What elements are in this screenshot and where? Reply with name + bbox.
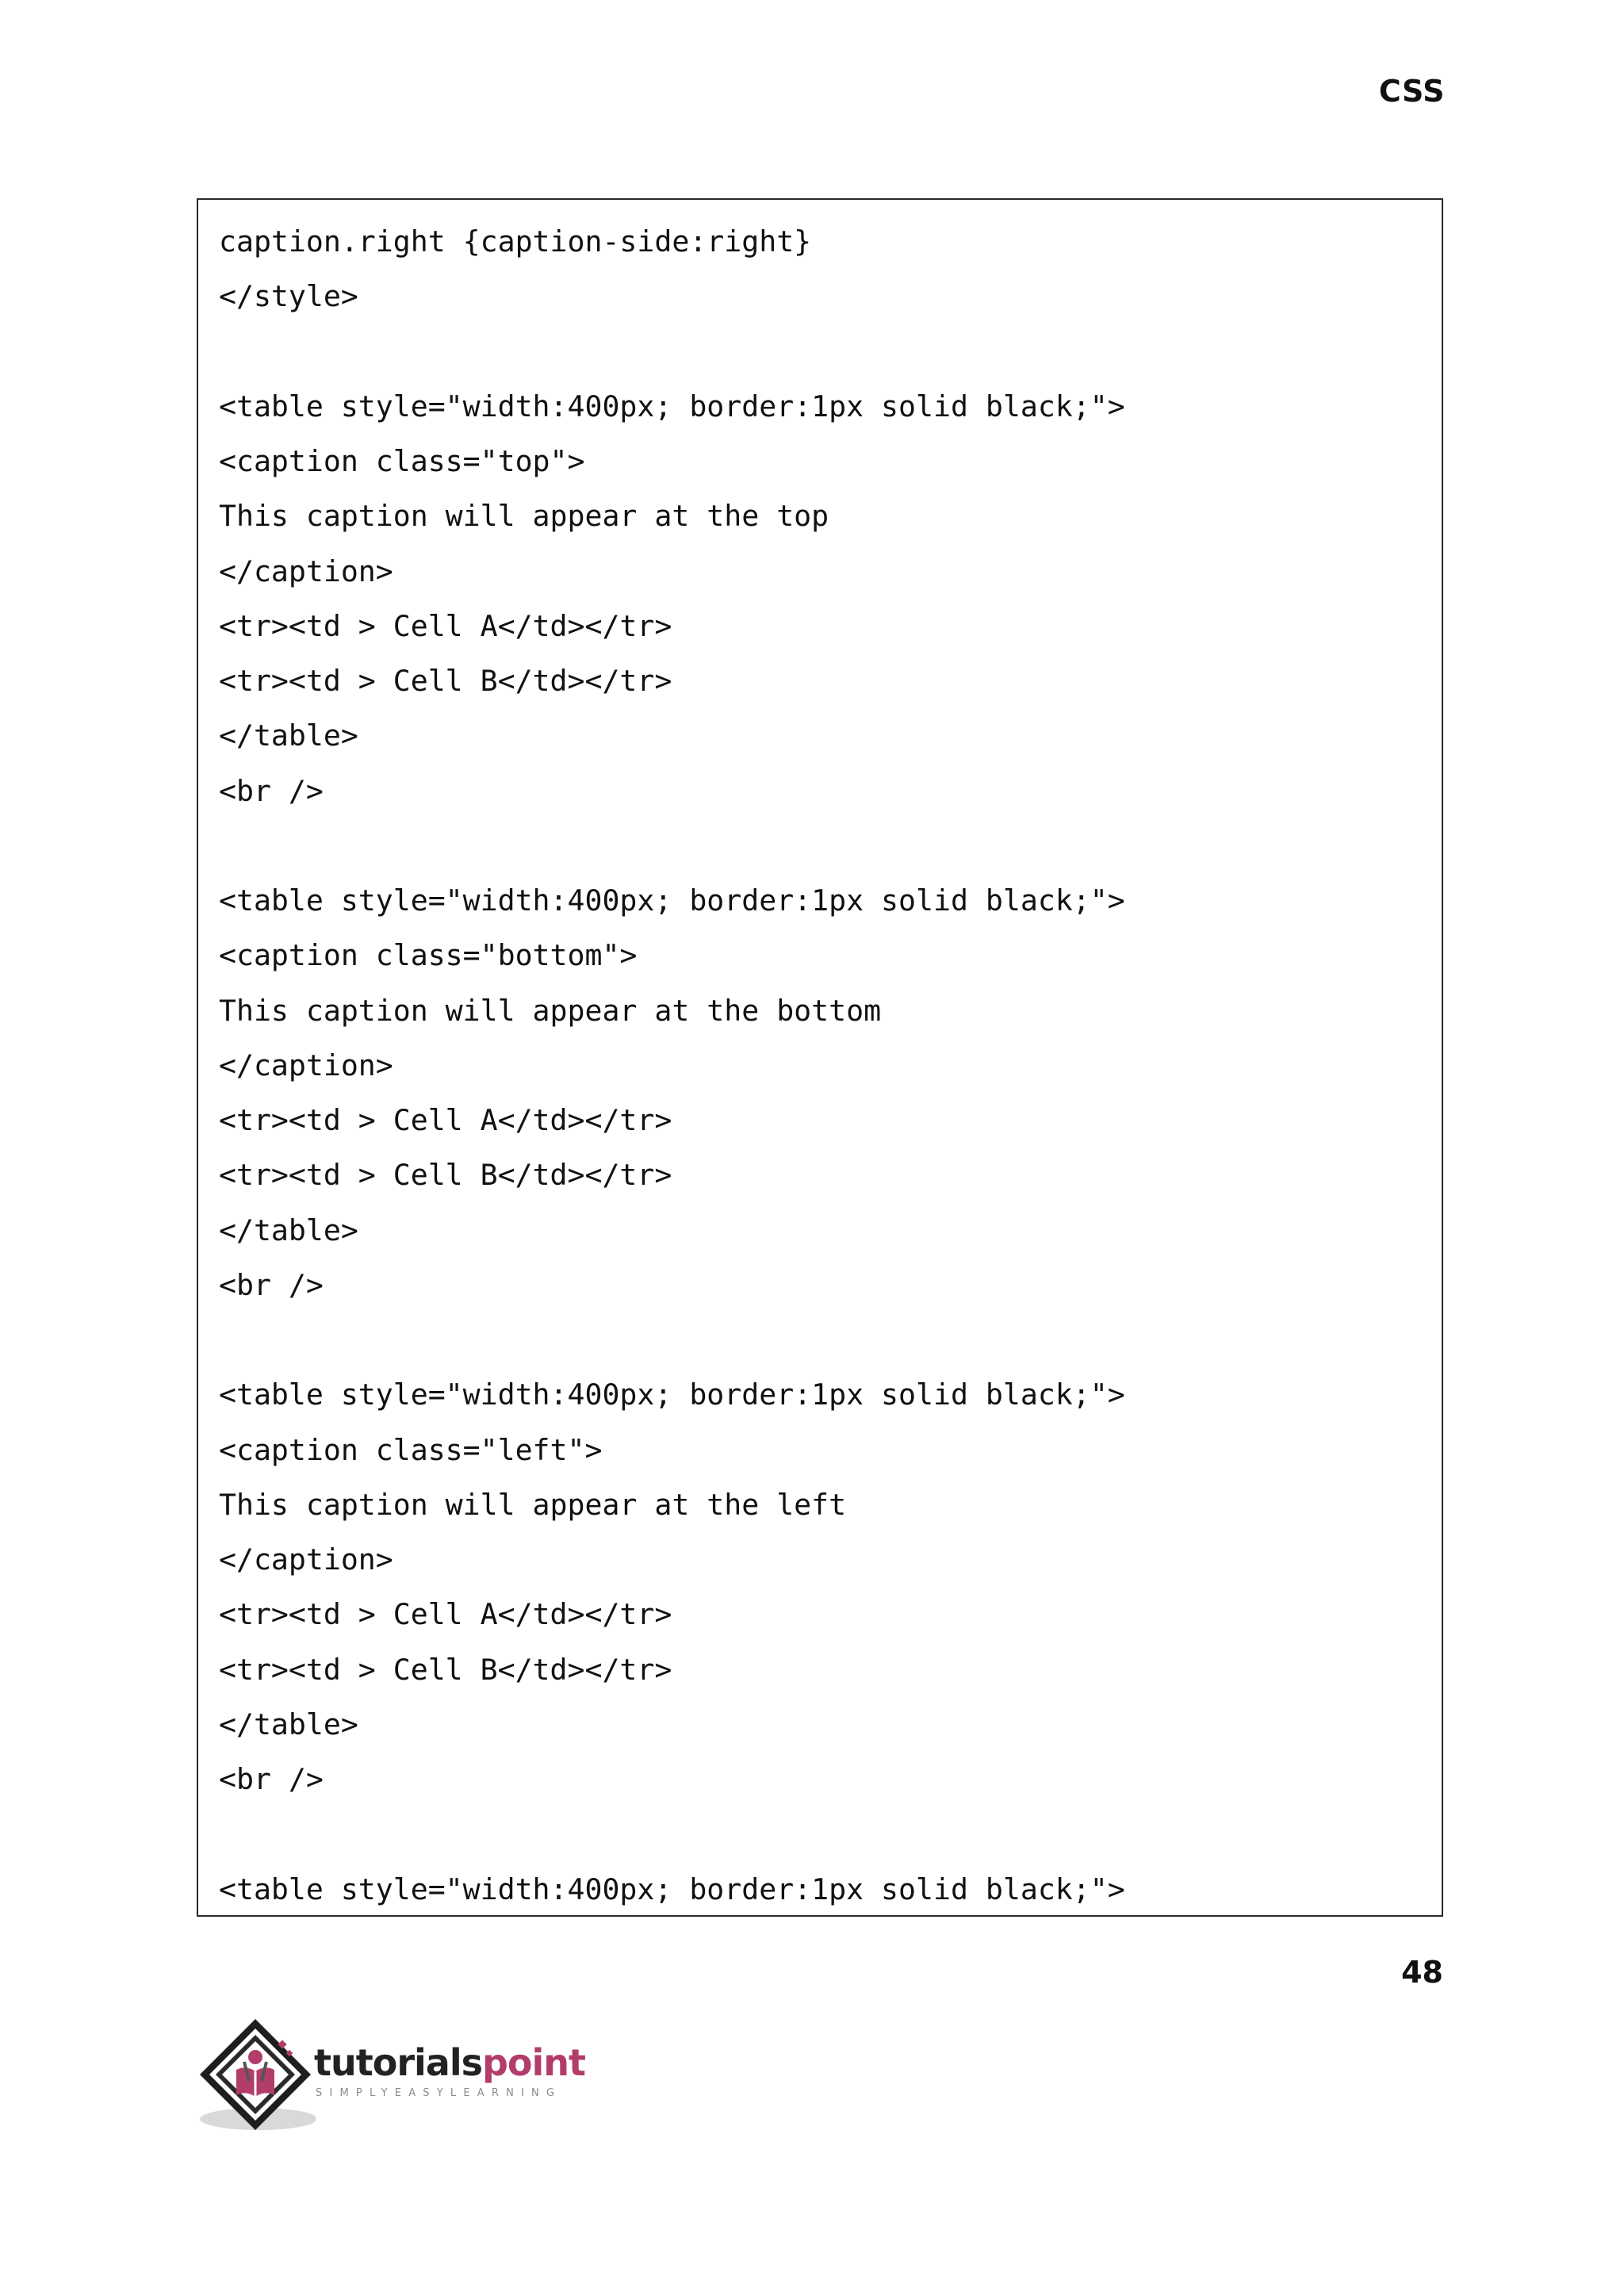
logo-wordmark-part1: tutorials — [314, 2041, 482, 2084]
logo-wordmark-part2: point — [481, 2041, 586, 2084]
code-line: </style> — [219, 279, 358, 314]
code-line: <tr><td > Cell B</td></tr> — [219, 664, 672, 698]
code-line: </caption> — [219, 1048, 393, 1082]
code-block — [197, 198, 1443, 1917]
code-line: </caption> — [219, 554, 393, 588]
tutorialspoint-logo-icon — [197, 2014, 316, 2141]
logo-tagline: SIMPLYEASYLEARNING — [316, 2087, 562, 2099]
code-line: <caption class="bottom"> — [219, 938, 638, 973]
code-line: <tr><td > Cell A</td></tr> — [219, 608, 672, 643]
code-line: </table> — [219, 1707, 358, 1741]
code-line: <table style="width:400px; border:1px solid black;"> — [219, 1377, 1125, 1412]
code-line: This caption will appear at the top — [219, 499, 829, 534]
code-line: <br /> — [219, 1762, 324, 1796]
page-header-title: CSS — [1378, 74, 1445, 109]
code-line: This caption will appear at the bottom — [219, 993, 882, 1028]
tutorialspoint-logo — [197, 2014, 609, 2141]
code-line — [219, 818, 1442, 873]
code-line: </table> — [219, 718, 358, 753]
code-line: <br /> — [219, 1267, 324, 1302]
code-line: <table style="width:400px; border:1px solid black;"> — [219, 1872, 1125, 1906]
code-line — [219, 1312, 1442, 1367]
code-line: <caption class="left"> — [219, 1432, 603, 1467]
code-line: <caption class="top"> — [219, 444, 585, 478]
code-line: <tr><td > Cell B</td></tr> — [219, 1652, 672, 1687]
code-line: <tr><td > Cell A</td></tr> — [219, 1103, 672, 1137]
code-line: <table style="width:400px; border:1px solid black;"> — [219, 883, 1125, 918]
code-line — [219, 1806, 1442, 1861]
code-line: </caption> — [219, 1542, 393, 1577]
code-line: </table> — [219, 1213, 358, 1247]
code-line: caption.right {caption-side:right} — [219, 224, 812, 259]
page-number: 48 — [1401, 1955, 1443, 1990]
logo-wordmark — [314, 2041, 586, 2084]
code-line: <tr><td > Cell B</td></tr> — [219, 1158, 672, 1193]
code-line: <table style="width:400px; border:1px solid black;"> — [219, 389, 1125, 423]
code-line: <br /> — [219, 773, 324, 808]
code-line: <tr><td > Cell A</td></tr> — [219, 1597, 672, 1632]
code-line: This caption will appear at the left — [219, 1487, 847, 1522]
code-line — [219, 324, 1442, 379]
